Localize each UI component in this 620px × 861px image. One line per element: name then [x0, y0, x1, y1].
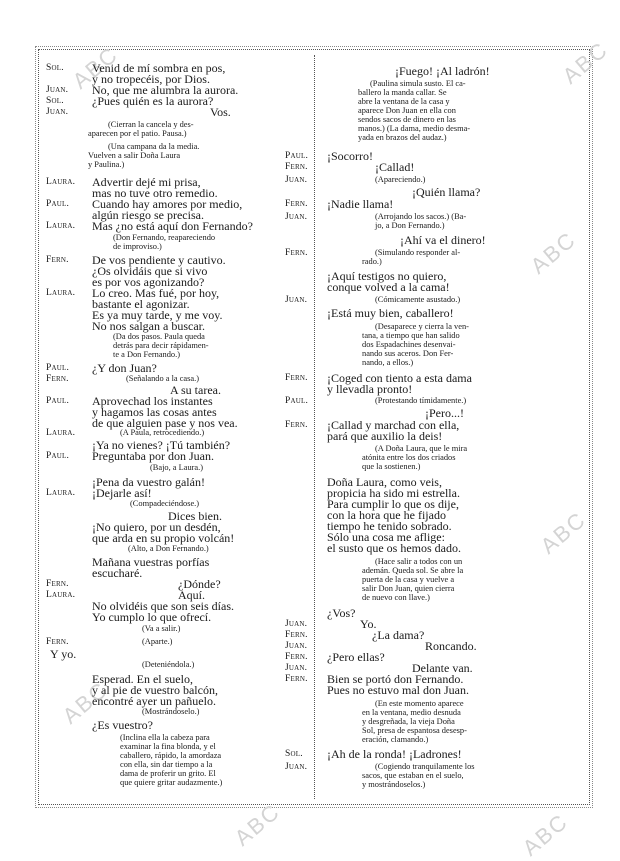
speaker-label: Sol. — [46, 96, 64, 106]
stage-direction-text: aparece Don Juan en ella con — [358, 106, 456, 115]
verse-text: Delante van. — [412, 661, 473, 675]
stage-direction-text: eración, clamando.) — [362, 735, 429, 744]
speaker-label: Sol. — [46, 63, 64, 73]
speaker-label: Paul. — [46, 199, 70, 209]
stage-direction-text: (Cierran la cancela y des- — [108, 120, 194, 129]
verse-text: No nos salgan a buscar. — [92, 319, 205, 333]
stage-direction-text: nando, a ellos.) — [362, 358, 414, 367]
verse-text: tiempo he tenido sobrado. — [327, 519, 452, 533]
stage-direction-text: (Cómicamente asustado.) — [375, 295, 461, 304]
stage-direction-text: ademán. Queda sol. Se abre la — [362, 566, 464, 575]
verse-text: Vos. — [210, 105, 231, 119]
speaker-label: Fern. — [285, 420, 308, 430]
abc-watermark: ABC — [67, 41, 123, 94]
stage-direction-text: (A Paula, retrocediendo.) — [120, 428, 205, 437]
abc-watermark: ABC — [229, 798, 285, 851]
verse-text: Yo cumplo lo que ofrecí. — [92, 610, 212, 624]
verse-text: Lo creo. Mas fué, por hoy, — [92, 286, 220, 300]
verse-text: Dices bien. — [168, 509, 222, 523]
verse-text: Yo. — [360, 617, 377, 631]
verse-text: ¿Dónde? — [178, 577, 221, 591]
speaker-label: Laura. — [46, 488, 76, 498]
verse-text: Cuando hay amores por medio, — [92, 197, 243, 211]
stage-direction-text: (Apareciendo.) — [375, 175, 426, 184]
stage-direction-text: (Bajo, a Laura.) — [150, 463, 204, 472]
abc-watermark: ABC — [525, 226, 581, 279]
stage-direction-text: sendos sacos de dinero en las — [358, 115, 456, 124]
stage-direction-text: (Don Fernando, reapareciendo — [113, 233, 216, 242]
verse-text: bastante el agonizar. — [92, 297, 190, 311]
stage-direction-text: detrás para decir rápidamen- — [113, 341, 209, 350]
speaker-label: Laura. — [46, 288, 76, 298]
stage-direction-text: salir Don Juan, quien cierra — [362, 584, 455, 593]
verse-text: ¿La dama? — [372, 628, 425, 642]
verse-text: No, que me alumbra la aurora. — [92, 83, 239, 97]
stage-direction-text: y mostrándoselos.) — [362, 780, 426, 789]
speaker-label: Juan. — [285, 212, 308, 222]
verse-text: ¡Pero...! — [425, 406, 464, 420]
stage-direction-text: puerta de la casa y vuelve a — [362, 575, 455, 584]
stage-direction-text: (Deteniéndola.) — [142, 660, 195, 669]
speaker-label: Fern. — [285, 199, 308, 209]
stage-direction-text: (Simulando responder al- — [375, 248, 461, 257]
stage-direction-text: con ella, sin dar tiempo a la — [120, 760, 213, 769]
verse-text: ¡Pena da vuestro galán! — [92, 475, 205, 489]
stage-direction-text: manos.) (La dama, medio desma- — [358, 124, 471, 133]
speaker-label: Paul. — [46, 363, 70, 373]
verse-text: Aquí. — [178, 588, 205, 602]
verse-text: Sólo una cosa me aflige: — [327, 530, 445, 544]
stage-direction-text: (A Doña Laura, que le mira — [375, 444, 468, 453]
speaker-label: Paul. — [285, 151, 309, 161]
stage-direction-text: nando sus aceros. Don Fer- — [362, 349, 454, 358]
speaker-label: Juan. — [285, 295, 308, 305]
verse-text: escucharé. — [92, 566, 143, 580]
stage-direction-text: y desgreñada, la vieja Doña — [362, 717, 455, 726]
stage-direction-text: que la sostienen.) — [362, 462, 421, 471]
stage-direction-text: (Va a salir.) — [142, 624, 181, 633]
speaker-label: Paul. — [285, 396, 309, 406]
verse-text: De vos pendiente y cautivo. — [92, 253, 226, 267]
verse-text: conque volved a la cama! — [327, 280, 450, 294]
stage-direction-text: (Compadeciéndose.) — [130, 499, 200, 508]
stage-direction-text: en la ventana, medio desnuda — [362, 708, 461, 717]
stage-direction-text: dos Espadachines desenvai- — [362, 340, 456, 349]
speaker-label: Fern. — [285, 674, 308, 684]
verse-text: propicia ha sido mi estrella. — [327, 486, 460, 500]
stage-direction-text: (Señalando a la casa.) — [126, 374, 200, 383]
verse-text: Aprovechad los instantes — [92, 394, 213, 408]
speaker-label: Fern. — [285, 630, 308, 640]
stage-direction-text: jo, a Don Fernando.) — [375, 221, 445, 230]
verse-text: mas no tuve otro remedio. — [92, 186, 218, 200]
abc-watermark: ABC — [517, 808, 573, 861]
speaker-label: Sol. — [285, 749, 303, 759]
verse-text: Bien se portó don Fernando. — [327, 672, 464, 686]
stage-direction-text: (Una campana da la media. — [108, 142, 200, 151]
speaker-label: Laura. — [46, 221, 76, 231]
stage-direction-text: (Aparte.) — [142, 637, 173, 646]
stage-direction-text: de improviso.) — [113, 242, 162, 251]
verse-text: el susto que os hemos dado. — [327, 541, 461, 555]
verse-text: y no tropecéis, por Dios. — [92, 72, 210, 86]
abc-watermark: ABC — [535, 506, 591, 559]
speaker-label: Juan. — [285, 663, 308, 673]
stage-direction-text: (Mostrándoselo.) — [142, 707, 200, 716]
verse-text: ¡Nadie llama! — [327, 197, 394, 211]
speaker-label: Fern. — [46, 255, 69, 265]
verse-text: ¿Y don Juan? — [92, 361, 157, 375]
verse-text: ¿Os olvidáis que si vivo — [92, 264, 208, 278]
verse-text: Pues no estuvo mal don Juan. — [327, 683, 469, 697]
speaker-label: Paul. — [46, 451, 70, 461]
speaker-label: Fern. — [285, 248, 308, 258]
stage-direction-text: te a Don Fernando.) — [113, 350, 180, 359]
stage-direction-text: (Da dos pasos. Paula queda — [113, 332, 205, 341]
verse-text: ¡Ya no vienes? ¡Tú también? — [92, 438, 231, 452]
verse-text: ¡Ahí va el dinero! — [400, 233, 486, 247]
verse-text: Roncando. — [425, 639, 477, 653]
verse-text: Advertir dejé mi prisa, — [92, 175, 201, 189]
verse-text: ¡Quién llama? — [412, 185, 481, 199]
speaker-label: Fern. — [285, 162, 308, 172]
stage-direction-text: (Protestando tímidamente.) — [375, 396, 467, 405]
stage-direction-text: rado.) — [362, 257, 382, 266]
speaker-label: Fern. — [285, 652, 308, 662]
verse-text: pará que auxilio la deis! — [327, 429, 443, 443]
stage-direction-text: (Cogiendo tranquilamente los — [375, 762, 475, 771]
stage-direction-text: examinar la fina blonda, y el — [120, 742, 216, 751]
verse-text: que arda en su propio volcán! — [92, 531, 235, 545]
stage-direction-text: (Alto, a Don Fernando.) — [128, 544, 209, 553]
verse-text: con la hora que he fijado — [327, 508, 446, 522]
speaker-label: Fern. — [46, 374, 69, 384]
verse-text: ¡No quiero, por un desdén, — [92, 520, 221, 534]
verse-text: Preguntaba por don Juan. — [92, 449, 214, 463]
verse-text: Para cumplir lo que os dije, — [327, 497, 459, 511]
stage-direction-text: atónita entre los dos criados — [362, 453, 456, 462]
verse-text: y al pie de vuestro balcón, — [92, 683, 218, 697]
verse-text: ¿Vos? — [327, 606, 356, 620]
stage-direction-text: (Desaparece y cierra la ven- — [375, 322, 469, 331]
verse-text: ¿Es vuestro? — [92, 718, 153, 732]
verse-text: encontré ayer un pañuelo. — [92, 694, 216, 708]
stage-direction-text: (Paulina simula susto. El ca- — [370, 79, 466, 88]
verse-text: Es ya muy tarde, y me voy. — [92, 308, 223, 322]
stage-direction-text: yada en brazos del audaz.) — [358, 133, 447, 142]
verse-text: A su tarea. — [170, 383, 221, 397]
stage-direction-text: tana, a tiempo que han salido — [362, 331, 460, 340]
stage-direction-text: (Hace salir a todos con un — [375, 557, 463, 566]
column-divider — [314, 55, 315, 799]
speaker-label: Laura. — [46, 177, 76, 187]
stage-direction-text: de nuevo con llave.) — [362, 593, 430, 602]
verse-text: ¡Ah de la ronda! ¡Ladrones! — [327, 747, 462, 761]
stage-direction-text: abre la ventana de la casa y — [358, 97, 450, 106]
verse-text: Venid de mí sombra en pos, — [92, 61, 226, 75]
verse-text: y llevadla pronto! — [327, 382, 413, 396]
stage-direction-text: (Arrojando los sacos.) (Ba- — [375, 212, 467, 221]
speaker-label: Juan. — [285, 175, 308, 185]
stage-direction-text: aparecen por el patio. Pausa.) — [88, 129, 187, 138]
stage-direction-text: caballero, rápido, la amordaza — [120, 751, 222, 760]
stage-direction-text: Sol, presa de espantosa desesp- — [362, 726, 467, 735]
verse-text: ¡Fuego! ¡Al ladrón! — [395, 64, 490, 78]
verse-text: ¡Está muy bien, caballero! — [327, 306, 454, 320]
verse-text: es por vos agonizando? — [92, 275, 205, 289]
abc-watermark: ABC — [557, 36, 613, 89]
stage-direction-text: (En este momento aparece — [375, 699, 464, 708]
stage-direction-text: que quiere gritar audazmente.) — [120, 778, 223, 787]
speaker-label: Juan. — [285, 762, 308, 772]
stage-direction-text: ballero la manda callar. Se — [358, 88, 447, 97]
verse-text: No olvidéis que son seis días. — [92, 599, 234, 613]
verse-text: de que alguien pase y nos vea. — [92, 416, 238, 430]
stage-direction-text: sacos, que estaban en el suelo, — [362, 771, 464, 780]
stage-direction-text: (Inclina ella la cabeza para — [120, 733, 210, 742]
verse-text: ¡Callad! — [375, 160, 415, 174]
verse-text: Esperad. En el suelo, — [92, 672, 193, 686]
verse-text: ¿Pero ellas? — [327, 650, 385, 664]
speaker-label: Paul. — [46, 396, 70, 406]
verse-text: ¡Dejarle así! — [92, 486, 152, 500]
verse-text: ¡Socorro! — [327, 149, 373, 163]
verse-text: Mas ¿no está aquí don Fernando? — [92, 219, 253, 233]
verse-text: algún riesgo se precisa. — [92, 208, 204, 222]
verse-text: Y yo. — [50, 647, 77, 661]
stage-direction-text: Vuelven a salir Doña Laura — [88, 151, 181, 160]
verse-text: Doña Laura, como veis, — [327, 475, 442, 489]
verse-text: ¡Callad y marchad con ella, — [327, 418, 460, 432]
speaker-label: Fern. — [46, 637, 69, 647]
speaker-label: Juan. — [285, 641, 308, 651]
speaker-label: Laura. — [46, 428, 76, 438]
verse-text: ¡Coged con tiento a esta dama — [327, 371, 472, 385]
verse-text: y hagamos las cosas antes — [92, 405, 217, 419]
verse-text: ¿Pues quién es la aurora? — [92, 94, 214, 108]
speaker-label: Laura. — [46, 590, 76, 600]
speaker-label: Juan. — [46, 85, 69, 95]
verse-text: Mañana vuestras porfías — [92, 555, 210, 569]
speaker-label: Fern. — [285, 373, 308, 383]
speaker-label: Fern. — [46, 579, 69, 589]
abc-watermark: ABC — [57, 676, 113, 729]
speaker-label: Juan. — [285, 619, 308, 629]
verse-text: ¡Aquí testigos no quiero, — [327, 269, 447, 283]
stage-direction-text: y Paulina.) — [88, 160, 125, 169]
speaker-label: Juan. — [46, 107, 69, 117]
stage-direction-text: dama de proferir un grito. El — [120, 769, 216, 778]
